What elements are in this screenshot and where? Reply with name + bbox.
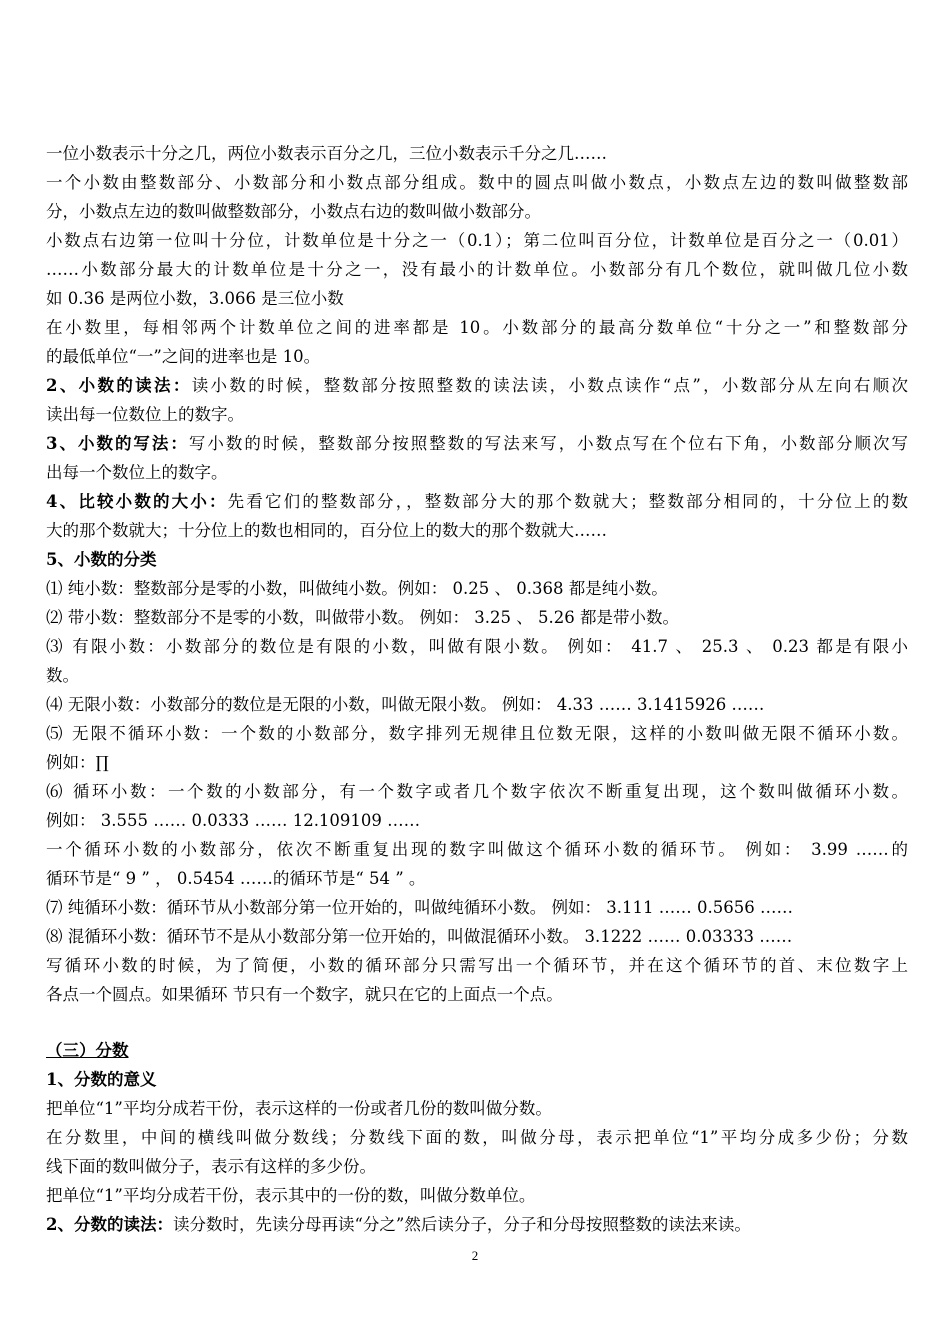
section-text: 先看它们的整数部分，，整数部分大的那个数就大；整数部分相同的，十分位上的数 [227,492,908,511]
chapter-heading: （三）分数 [46,1041,129,1060]
section-line-reading [46,371,908,400]
section-heading: 4、比较小数的大小： [46,492,228,511]
list-item: ⑷ 无限小数：小数部分的数位是无限的小数，叫做无限小数。 例如： 4.33 …… 3.1415926 …… [46,695,765,714]
paragraph-line: 线下面的数叫做分子，表示有这样的多少份。 [46,1157,376,1176]
list-item: ⑴ 纯小数：整数部分是零的小数，叫做纯小数。例如： 0.25 、 0.368 都是纯小数。 [46,579,668,598]
section-line-fraction-reading [46,1210,908,1239]
section-line-meaning [46,1065,908,1094]
list-item: ⑺ 纯循环小数：循环节从小数部分第一位开始的，叫做纯循环小数。 例如： 3.111 …… 0.5656 …… [46,898,793,917]
paragraph-line: 在小数里，每相邻两个计数单位之间的进率都是 10。小数部分的最高分数单位“十分之一”和整数部分 [46,318,908,337]
list-item: ⑹ 循环小数：一个数的小数部分，有一个数字或者几个数字依次不断重复出现，这个数叫做循环小数。 [46,782,908,801]
section-line-classification [46,545,908,574]
section-line-compare [46,487,908,516]
paragraph-line: 把单位“1”平均分成若干份，表示其中的一份的数，叫做分数单位。 [46,1186,536,1205]
paragraph-line: 例如： 3.555 …… 0.0333 …… 12.109109 …… [46,811,421,830]
blank-line [46,1009,908,1036]
paragraph-line: 各点一个圆点。如果循环 节只有一个数字，就只在它的上面点一个点。 [46,985,563,1004]
paragraph-line: 一位小数表示十分之几，两位小数表示百分之几，三位小数表示千分之几…… [46,144,607,163]
paragraph-line: 一个小数由整数部分、小数部分和小数点部分组成。数中的圆点叫做小数点，小数点左边的数叫做整数部 [46,173,908,192]
paragraph-line: 例如：∏ [46,753,109,772]
paragraph-line: 的最低单位“一”之间的进率也是 10。 [46,347,321,366]
list-item: ⑶ 有限小数：小数部分的数位是有限的小数，叫做有限小数。 例如： 41.7 、 25.3 、 0.23 都是有限小 [46,637,908,656]
paragraph-line: 如 0.36 是两位小数，3.066 是三位小数 [46,289,344,308]
page-body [46,139,908,1239]
section-heading: 1、分数的意义 [46,1070,157,1089]
list-item: ⑻ 混循环小数：循环节不是从小数部分第一位开始的，叫做混循环小数。 3.1222 …… 0.03333 …… [46,927,793,946]
section-text: 写小数的时候，整数部分按照整数的写法来写，小数点写在个位右下角，小数部分顺次写 [188,434,908,453]
paragraph-line: 把单位“1”平均分成若干份，表示这样的一份或者几份的数叫做分数。 [46,1099,552,1118]
paragraph-line: 一个循环小数的小数部分，依次不断重复出现的数字叫做这个循环小数的循环节。 例如： 3.99 ……的 [46,840,908,859]
page-number: 2 [471,1248,479,1263]
paragraph-line: ……小数部分最大的计数单位是十分之一，没有最小的计数单位。小数部分有几个数位，就叫做几位小数 [46,260,908,279]
section-heading: 2、小数的读法： [46,376,192,395]
chapter-line-fractions [46,1036,908,1065]
paragraph-line: 出每一个数位上的数字。 [46,463,228,482]
paragraph-line: 循环节是“ 9 ” ， 0.5454 ……的循环节是“ 54 ” 。 [46,869,426,888]
section-text: 读小数的时候，整数部分按照整数的读法读，小数点读作“点”，小数部分从左向右顺次 [191,376,908,395]
paragraph-line: 分，小数点左边的数叫做整数部分，小数点右边的数叫做小数部分。 [46,202,541,221]
paragraph-line: 数。 [46,666,79,685]
paragraph-line: 大的那个数就大；十分位上的数也相同的，百分位上的数大的那个数就大…… [46,521,607,540]
section-heading: 5、小数的分类 [46,550,157,569]
paragraph-line: 读出每一位数位上的数字。 [46,405,244,424]
section-heading: 3、小数的写法： [46,434,189,453]
section-heading: 2、分数的读法： [46,1215,173,1234]
paragraph-line: 小数点右边第一位叫十分位，计数单位是十分之一（0.1）；第二位叫百分位，计数单位是百分之一（0.01） [46,231,908,250]
section-text: 读分数时，先读分母再读“分之”然后读分子，分子和分母按照整数的读法来读。 [172,1215,751,1234]
paragraph-line: 在分数里，中间的横线叫做分数线；分数线下面的数，叫做分母，表示把单位“1”平均分成多少份；分数 [46,1128,908,1147]
list-item: ⑵ 带小数：整数部分不是零的小数，叫做带小数。 例如： 3.25 、 5.26 都是带小数。 [46,608,679,627]
paragraph-line: 写循环小数的时候，为了简便，小数的循环部分只需写出一个循环节，并在这个循环节的首、末位数字上 [46,956,908,975]
list-item: ⑸ 无限不循环小数：一个数的小数部分，数字排列无规律且位数无限，这样的小数叫做无限不循环小数。 [46,724,908,743]
section-line-writing [46,429,908,458]
